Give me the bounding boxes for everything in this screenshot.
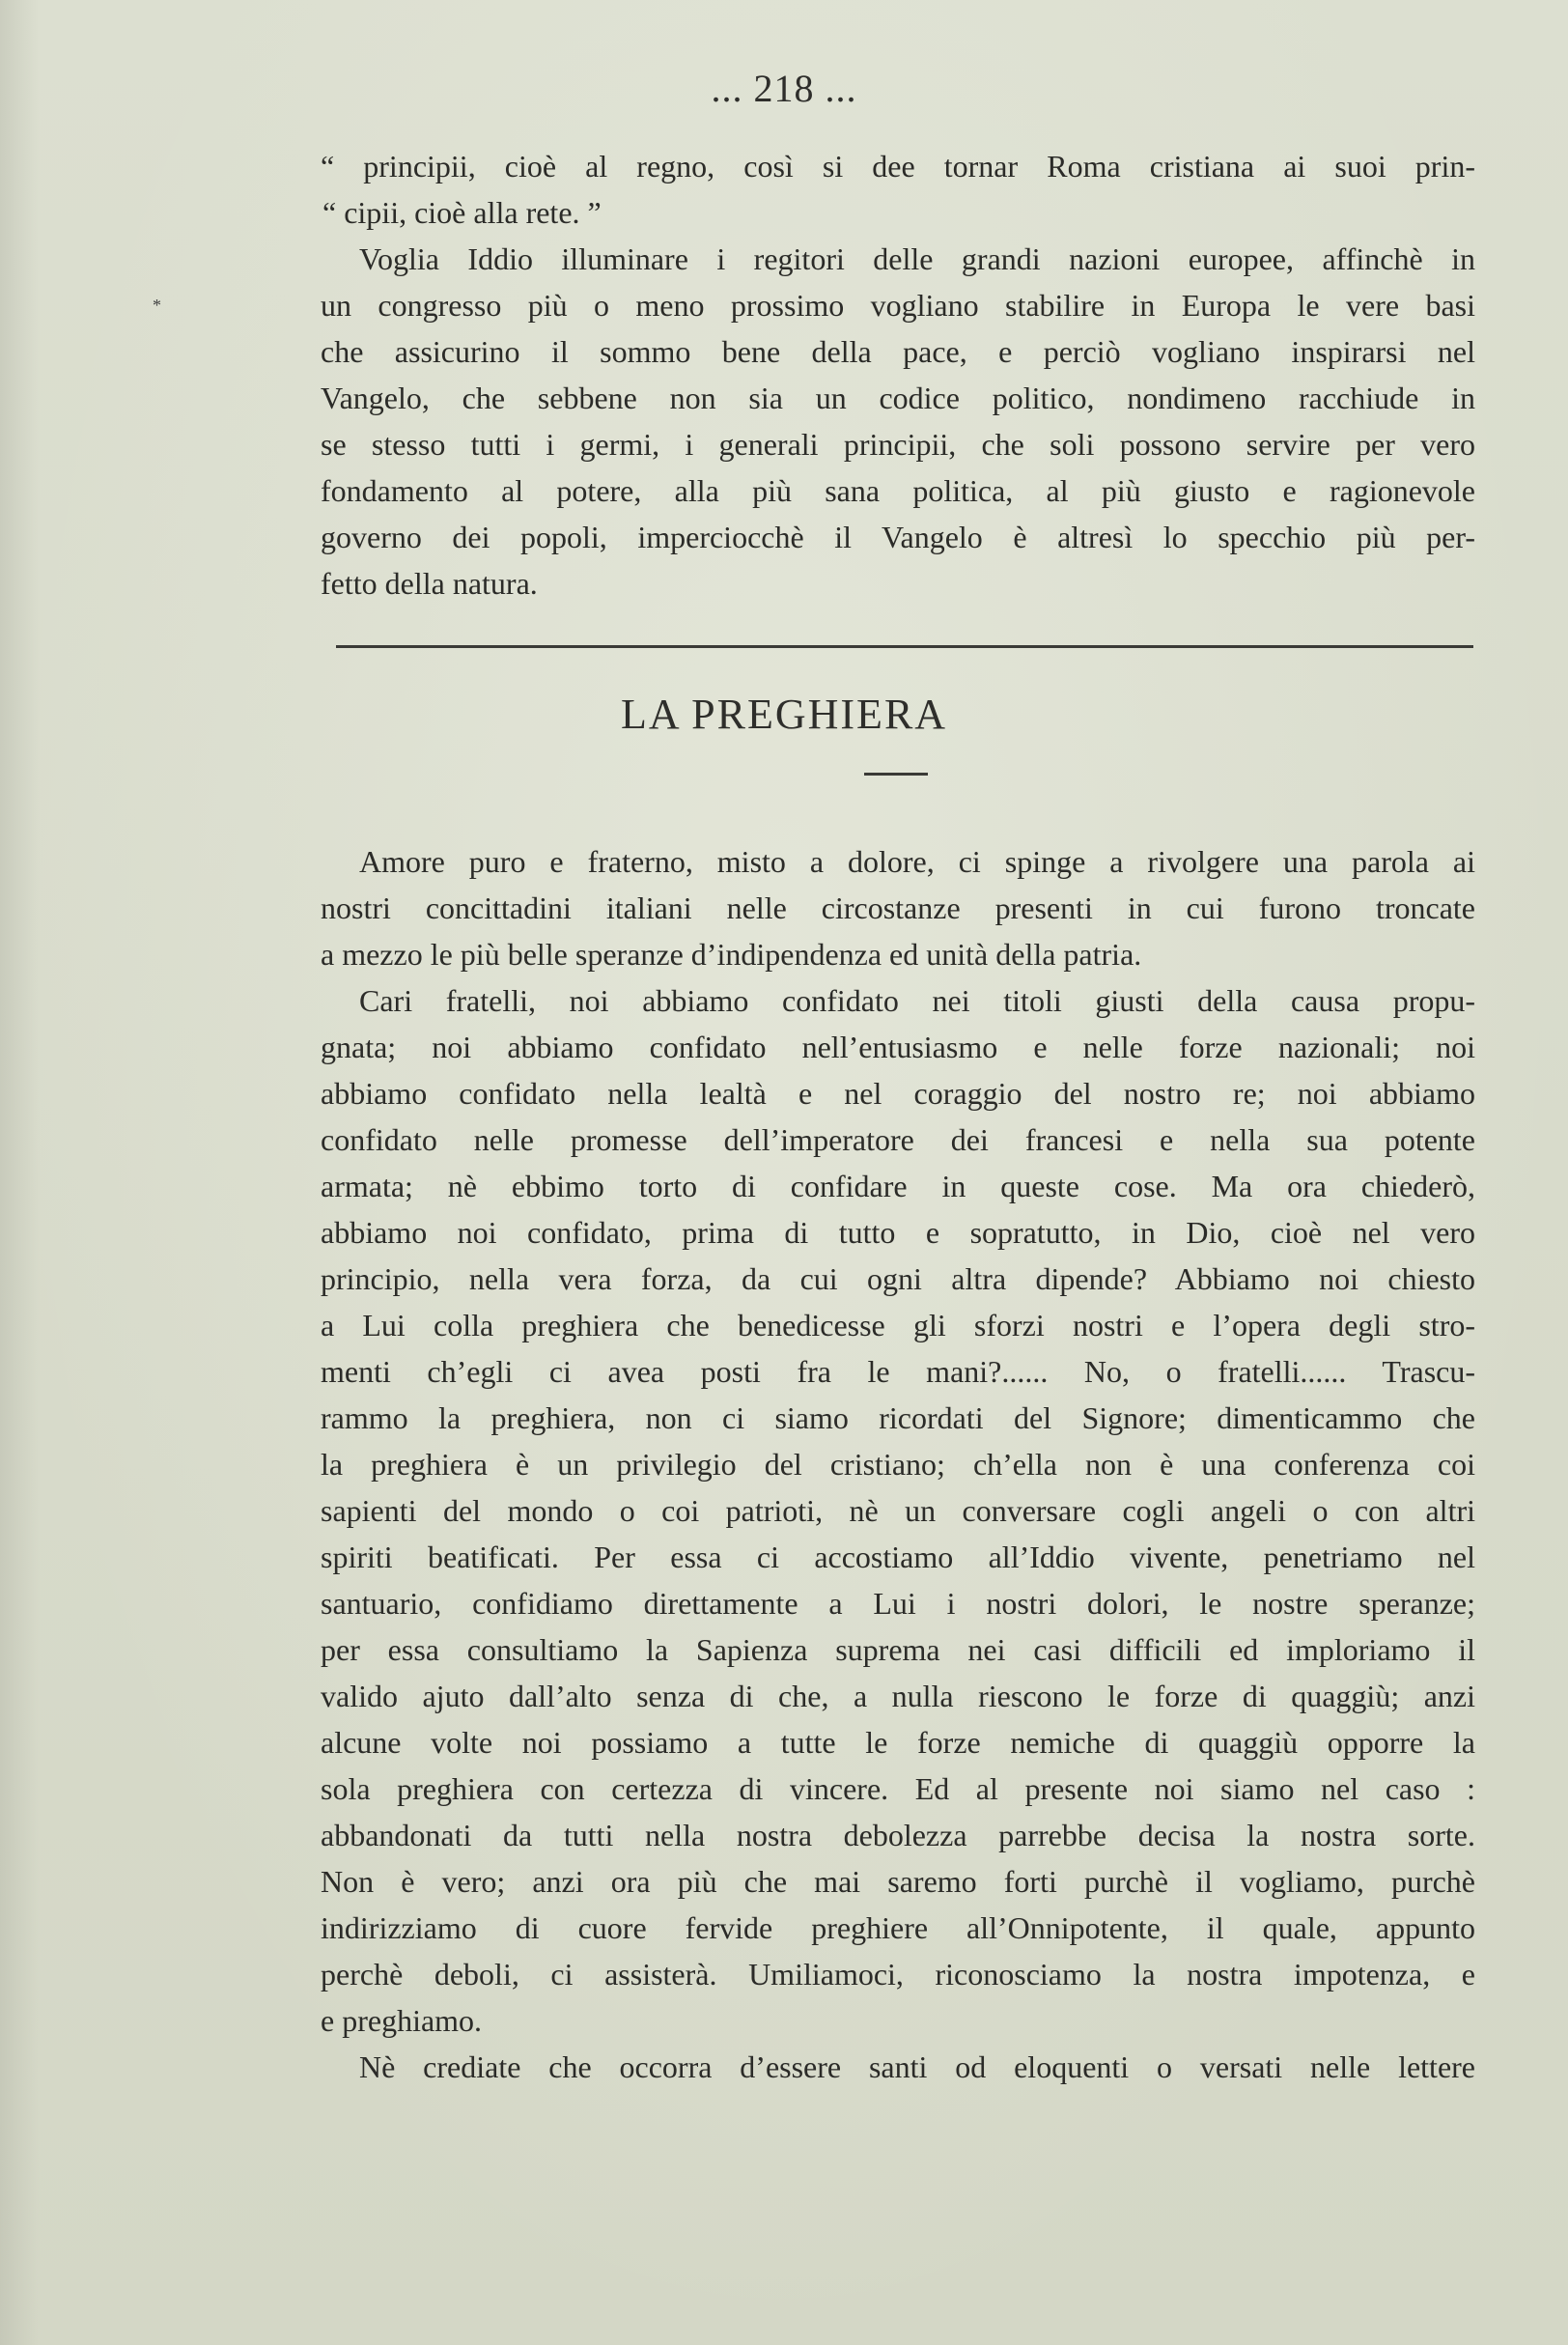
text-line: armata; nè ebbimo torto di confidare in queste cose. Ma ora chiederò, [321,1169,1475,1203]
text-line: a Lui colla preghiera che benedicesse gli sforzi nostri e l’opera degli stro- [321,1308,1475,1342]
text-line: sapienti del mondo o coi patrioti, nè un conversare cogli angeli o con altri [321,1493,1475,1528]
text-line: per essa consultiamo la Sapienza suprema nei casi difficili ed imploriamo il [321,1632,1475,1667]
text-line: Cari fratelli, noi abbiamo confidato nei titoli giusti della causa propu- [359,983,1475,1018]
text-line: Voglia Iddio illuminare i regitori delle grandi nazioni europee, affinchè in [359,241,1475,276]
text-line: sola preghiera con certezza di vincere. Ed al presente noi siamo nel caso : [321,1771,1475,1806]
text-line: indirizziamo di cuore fervide preghiere all’Onnipotente, il quale, appunto [321,1910,1475,1945]
text-line: un congresso più o meno prossimo vogliano stabilire in Europa le vere basi [321,288,1475,323]
text-line: principio, nella vera forza, da cui ogni altra dipende? Abbiamo noi chiesto [321,1261,1475,1296]
text-line: nostri concittadini italiani nelle circostanze presenti in cui furono troncate [321,890,1475,925]
text-line: se stesso tutti i germi, i generali principii, che soli possono servire per vero [321,427,1475,462]
text-line: spiriti beatificati. Per essa ci accostiamo all’Iddio vivente, penetriamo nel [321,1540,1475,1574]
text-line: abbiamo noi confidato, prima di tutto e sopratutto, in Dio, cioè nel vero [321,1215,1475,1250]
text-line: Amore puro e fraterno, misto a dolore, ci spinge a rivolgere una parola ai [359,844,1475,879]
text-line: “ cipii, cioè alla rete. ” [322,195,602,230]
text-line: Non è vero; anzi ora più che mai saremo forti purchè il vogliamo, purchè [321,1864,1475,1899]
text-line: governo dei popoli, imperciocchè il Vangelo è altresì lo specchio più per- [321,520,1475,554]
text-line: fetto della natura. [321,566,538,601]
text-line: e preghiamo. [321,2003,483,2038]
page-number: ... 218 ... [711,67,857,110]
text-line: menti ch’egli ci avea posti fra le mani?...... No, o fratelli...... Trascu- [321,1354,1475,1389]
section-title: LA PREGHIERA [620,691,948,738]
top-text-block [321,143,1475,607]
page-edge-shadow [0,0,39,2345]
text-line: confidato nelle promesse dell’imperatore dei francesi e nella sua potente [321,1122,1475,1157]
text-line: fondamento al potere, alla più sana politica, al più giusto e ragionevole [321,473,1475,508]
section-divider-rule [336,645,1473,648]
text-line: valido ajuto dall’alto senza di che, a nulla riescono le forze di quaggiù; anzi [321,1679,1475,1713]
text-line: Vangelo, che sebbene non sia un codice politico, nondimeno racchiude in [321,381,1475,415]
text-line: perchè deboli, ci assisterà. Umiliamoci, riconosciamo la nostra impotenza, e [321,1957,1475,1992]
text-line: alcune volte noi possiamo a tutte le forze nemiche di quaggiù opporre la [321,1725,1475,1760]
text-line: a mezzo le più belle speranze d’indipendenza ed unità della patria. [321,937,1142,972]
text-line: Nè crediate che occorra d’essere santi od eloquenti o versati nelle lettere [359,2049,1475,2084]
title-underline-dash [864,773,928,776]
text-line: abbandonati da tutti nella nostra debolezza parrebbe decisa la nostra sorte. [321,1818,1475,1852]
text-line: la preghiera è un privilegio del cristiano; ch’ella non è una conferenza coi [321,1447,1475,1482]
body-text-block [321,838,1475,2090]
text-line: abbiamo confidato nella lealtà e nel coraggio del nostro re; noi abbiamo [321,1076,1475,1111]
text-line: “ principii, cioè al regno, così si dee tornar Roma cristiana ai suoi prin- [321,149,1475,184]
margin-mark: * [153,296,161,315]
text-line: santuario, confidiamo direttamente a Lui i nostri dolori, le nostre speranze; [321,1586,1475,1621]
text-line: rammo la preghiera, non ci siamo ricordati del Signore; dimenticammo che [321,1400,1475,1435]
text-line: gnata; noi abbiamo confidato nell’entusiasmo e nelle forze nazionali; noi [321,1030,1475,1064]
text-line: che assicurino il sommo bene della pace, e perciò vogliano inspirarsi nel [321,334,1475,369]
